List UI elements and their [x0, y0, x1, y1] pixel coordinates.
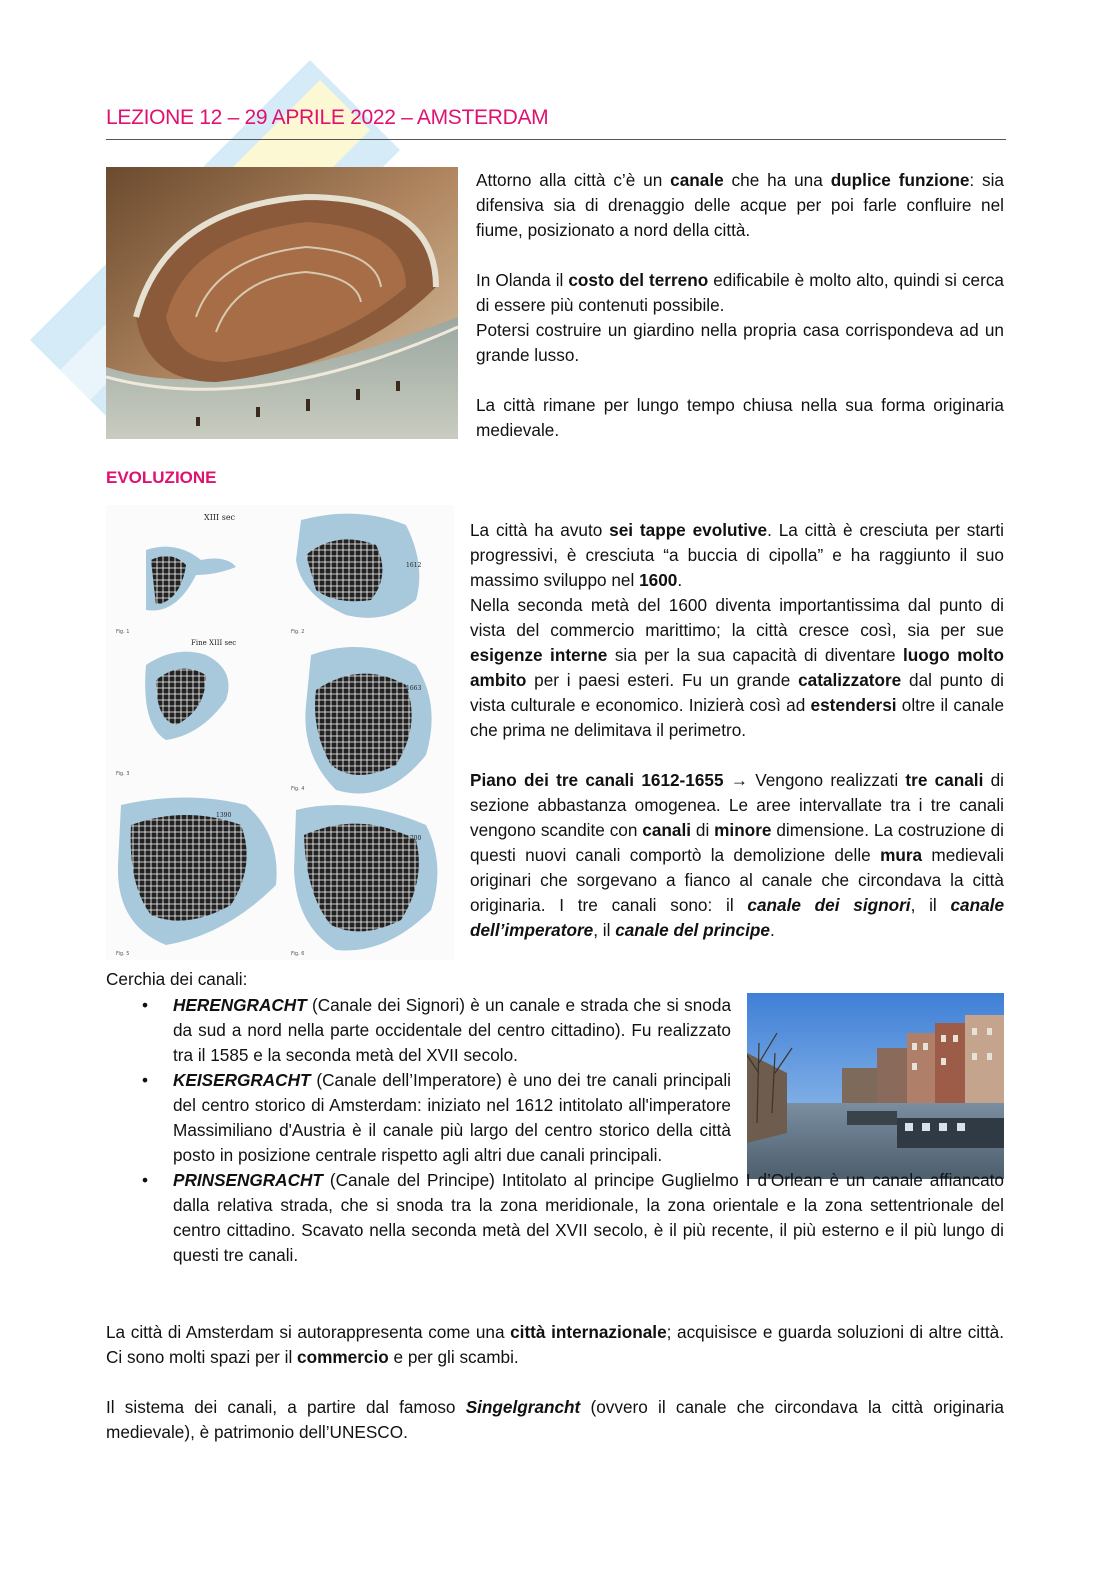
- herengracht-text: [173, 995, 731, 1065]
- bullet-icon: •: [142, 1170, 149, 1190]
- text-run: dimensione. La costruzione di questi nuovi canali comportò la demolizione delle: [470, 820, 1004, 865]
- map-label-4: 1663: [406, 685, 422, 692]
- cerchia-label: Cerchia dei canali:: [106, 969, 248, 989]
- text-run: Attorno alla città c’è un: [476, 170, 671, 190]
- evoluzione-paragraph-2: [470, 593, 1004, 743]
- evoluzione-paragraph-1: [470, 518, 1004, 593]
- emphasis-bold-italic: HERENGRACHT: [173, 995, 307, 1015]
- intro-text: [476, 168, 1004, 443]
- emphasis-bold: luogo molto ambito: [470, 645, 1005, 690]
- text-run: per i paesi esteri. Fu un grande: [526, 670, 799, 690]
- map-label-2: 1612: [406, 562, 422, 569]
- map-fig-6: Fig. 6: [291, 951, 305, 957]
- emphasis-bold: canali: [642, 820, 692, 840]
- intro-paragraph-1: [476, 168, 1004, 243]
- emphasis-bold: Piano dei tre canali 1612-1655: [470, 770, 731, 790]
- emphasis-bold: commercio: [297, 1347, 389, 1367]
- closing-paragraph-1: [106, 1320, 1004, 1370]
- page-title: LEZIONE 12 – 29 APRILE 2022 – AMSTERDAM: [106, 106, 549, 129]
- keisergracht-text: [173, 1070, 731, 1165]
- text-run: edificabile è molto alto, quindi si cerca di essere più contenuti possibile.: [476, 270, 1004, 315]
- text-run: oltre il canale che prima ne delimitava il perimetro.: [470, 695, 1004, 740]
- emphasis-bold: minore: [714, 820, 772, 840]
- list-item-prinsengracht: [106, 1168, 1004, 1268]
- text-run: e per gli scambi.: [388, 1347, 519, 1367]
- emphasis-bold: →: [730, 770, 748, 790]
- title-divider: [106, 139, 1006, 140]
- text-run: dal punto di vista culturale e economico. Inizierà così ad: [470, 670, 1005, 715]
- text-run: , il: [910, 895, 951, 915]
- text-run: (Canale dell’Imperatore) è uno dei tre canali principali del centro storico di Amsterdam: iniziato nel 1612 intitolato all'imperatore Massimiliano d'Austria è il canale più largo del centro storico della città posto in posizione centrale rispetto agli altri due canali principali.: [173, 1070, 731, 1165]
- section-heading-evoluzione: EVOLUZIONE: [106, 468, 217, 487]
- emphasis-bold: estendersi: [810, 695, 897, 715]
- text-run: La città rimane per lungo tempo chiusa nella sua forma originaria medievale.: [476, 395, 1004, 440]
- intro-paragraph-4: [476, 393, 1004, 443]
- emphasis-bold-italic: KEISERGRACHT: [173, 1070, 311, 1090]
- text-run: La città ha avuto: [470, 520, 610, 540]
- emphasis-bold: tre canali: [905, 770, 984, 790]
- prinsengracht-text: [173, 1170, 1004, 1265]
- bullet-icon: •: [142, 995, 149, 1015]
- emphasis-bold-italic: canale dei signori: [747, 895, 911, 915]
- text-run: (Canale del Principe) Intitolato al principe Guglielmo I d’Orlean è un canale affiancato dalla relativa strada, che si snoda tra la zona meridionale, la zona orientale e la zona settentrionale del centro cittadino. Scavato nella seconda metà del XVII secolo, è il più recente, il più esterno e il più lungo di questi tre canali.: [173, 1170, 1004, 1265]
- map-fig-5: Fig. 5: [116, 951, 130, 957]
- text-run: .: [769, 920, 775, 940]
- text-run: di: [691, 820, 715, 840]
- canals-list: [106, 993, 1004, 1268]
- emphasis-bold: costo del terreno: [568, 270, 709, 290]
- text-run: In Olanda il: [476, 270, 569, 290]
- text-run: Il sistema dei canali, a partire dal famoso: [106, 1397, 466, 1417]
- map-fig-4: Fig. 4: [291, 786, 305, 792]
- text-run: (ovvero il canale che circondava la città originaria medievale), è patrimonio dell’UNESCO.: [106, 1397, 1004, 1442]
- map-label-1: XIII sec: [204, 513, 236, 522]
- emphasis-bold: catalizzatore: [798, 670, 902, 690]
- text-run: Potersi costruire un giardino nella propria casa corrispondeva ad un grande lusso.: [476, 320, 1004, 365]
- emphasis-bold: esigenze interne: [470, 645, 608, 665]
- emphasis-bold: città internazionale: [510, 1322, 667, 1342]
- text-run: , il: [593, 920, 616, 940]
- text-run: medievali originari che sorgevano a fianco al canale che circondava la città originaria. I tre canali sono: il: [470, 845, 1005, 915]
- map-label-3: Fine XIII sec: [191, 639, 237, 647]
- list-item-herengracht: [106, 993, 731, 1068]
- text-run: di sezione abbastanza omogenea. Le aree intervallate tra i tre canali vengono scandite con: [470, 770, 1004, 840]
- text-run: ; acquisisce e guarda soluzioni di altre città. Ci sono molti spazi per il: [106, 1322, 1004, 1367]
- emphasis-bold-italic: PRINSENGRACHT: [173, 1170, 323, 1190]
- emphasis-bold: duplice funzione: [830, 170, 970, 190]
- emphasis-bold: sei tappe evolutive: [609, 520, 768, 540]
- map-fig-3: Fig. 3: [116, 771, 130, 777]
- text-run: : sia difensiva sia di drenaggio delle acque per poi farle confluire nel fiume, posizionato a nord della città.: [476, 170, 1004, 240]
- evoluzione-text: [470, 518, 1004, 943]
- map-label-5: 1390: [216, 812, 232, 819]
- text-run: sia per la sua capacità di diventare: [607, 645, 903, 665]
- historic-city-view-image: [106, 167, 458, 439]
- emphasis-bold: canale: [670, 170, 724, 190]
- list-item-keisergracht: [106, 1068, 731, 1168]
- text-run: La città di Amsterdam si autorappresenta come una: [106, 1322, 511, 1342]
- text-run: (Canale dei Signori) è un canale e strada che si snoda da sud a nord nella parte occidentale del centro cittadino). Fu realizzato tra il 1585 e la seconda metà del XVII secolo.: [173, 995, 731, 1065]
- map-label-6: 1700: [406, 835, 422, 842]
- emphasis-bold-italic: Singelgrancht: [465, 1397, 581, 1417]
- emphasis-bold-italic: canale dell’imperatore: [470, 895, 1005, 940]
- text-run: .: [677, 570, 683, 590]
- emphasis-bold: mura: [880, 845, 923, 865]
- map-fig-1: Fig. 1: [116, 629, 130, 635]
- text-run: Vengono realizzati: [747, 770, 906, 790]
- emphasis-bold-italic: canale del principe: [615, 920, 770, 940]
- city-evolution-maps-image: [106, 505, 454, 960]
- piano-tre-canali-paragraph: [470, 768, 1004, 943]
- bullet-icon: •: [142, 1070, 149, 1090]
- text-run: che ha una: [723, 170, 831, 190]
- closing-paragraph-2: [106, 1395, 1004, 1445]
- text-run: Nella seconda metà del 1600 diventa importantissima dal punto di vista del commercio marittimo; la città cresce così, sia per sue: [470, 595, 1004, 640]
- emphasis-bold: 1600: [639, 570, 678, 590]
- text-run: . La città è cresciuta per starti progressivi, è cresciuta “a buccia di cipolla” e ha raggiunto il suo massimo sviluppo nel: [470, 520, 1004, 590]
- map-fig-2: Fig. 2: [291, 629, 305, 635]
- intro-paragraph-2: [476, 268, 1004, 318]
- intro-paragraph-3: [476, 318, 1004, 368]
